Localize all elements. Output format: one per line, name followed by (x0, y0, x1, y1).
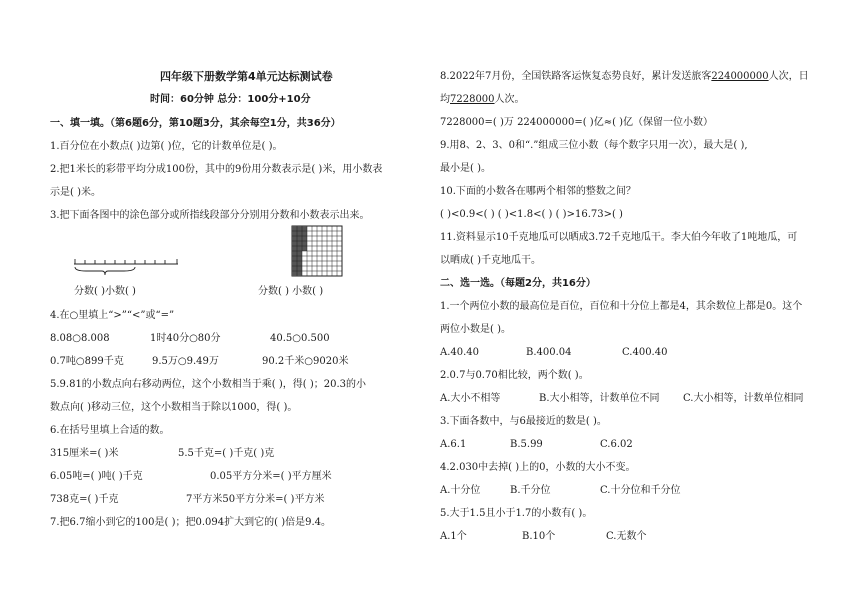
question-11-line-2: 以晒成( )千克地瓜干。 (440, 255, 541, 266)
choice-option: C.400.40 (622, 347, 668, 358)
number-line-figure (74, 258, 179, 278)
question-8-text: 人次，日 (768, 71, 809, 82)
question-6-item: 6.05吨=( )吨( )千克 (50, 471, 143, 482)
section-1-heading: 一、填一填。（第6题6分，第10题3分，其余每空1分，共36分） (50, 118, 341, 129)
question-6-item: 315厘米=( )米 (50, 448, 119, 459)
question-5-line-2: 数点向( )移动三位，这个小数相当于除以1000，得( )。 (50, 402, 298, 413)
question-3-left-answer: 分数( )小数( ) (74, 286, 136, 297)
choice-option: A.大小不相等 (440, 393, 501, 404)
choice-option: C.6.02 (600, 439, 633, 450)
choice-option: B.5.99 (510, 439, 543, 450)
page-title: 四年级下册数学第4单元达标测试卷 (160, 70, 333, 83)
choice-option: B.400.04 (526, 347, 572, 358)
choice-2: 2.0.7与0.70相比较，两个数( )。 (440, 370, 589, 381)
question-5-line-1: 5.9.81的小数点向右移动两位，这个小数相当于乘( )，得( )；20.3的小 (50, 379, 367, 390)
question-4-item: 8.08○8.008 (50, 333, 110, 344)
question-10: 10.下面的小数各在哪两个相邻的整数之间？ (440, 186, 636, 197)
choice-option: A.十分位 (440, 485, 481, 496)
choice-option: B.千分位 (510, 485, 551, 496)
question-2-line-2: 示是( )米。 (50, 187, 101, 198)
question-10-row: ( )<0.9<( ) ( )<1.8<( ) ( )>16.73>( ) (440, 209, 623, 220)
choice-5: 5.大于1.5且小于1.7的小数有( )。 (440, 508, 593, 519)
question-8-text: 8.2022年7月份，全国铁路客运恢复态势良好，累计发送旅客 (440, 71, 712, 82)
question-4-item: 90.2千米○9020米 (262, 356, 349, 367)
question-9-line-2: 最小是( )。 (440, 163, 491, 174)
question-1: 1.百分位在小数点( )边第( )位，它的计数单位是( )。 (50, 141, 283, 152)
question-6-item: 738克=( )千克 (50, 494, 119, 505)
choice-option: B.10个 (522, 531, 556, 542)
question-7: 7.把6.7缩小到它的100是( )；把0.094扩大到它的( )倍是9.4。 (50, 517, 332, 528)
hundred-grid-figure (291, 225, 343, 277)
question-11-line-1: 11.资料显示10千克地瓜可以晒成3.72千克地瓜干。李大伯今年收了1吨地瓜，可 (440, 232, 798, 243)
choice-option: A.40.40 (440, 347, 480, 358)
question-4-item: 0.7吨○899千克 (50, 356, 124, 367)
question-3: 3.把下面各图中的涂色部分或所指线段部分分别用分数和小数表示出来。 (50, 210, 370, 221)
choice-1-line-1: 1.一个两位小数的最高位是百位，百位和十分位上都是4，其余数位上都是0。这个 (440, 301, 803, 312)
choice-option: C.无数个 (606, 531, 647, 542)
choice-1-line-2: 两位小数是( )。 (440, 324, 511, 335)
question-2-line-1: 2.把1米长的彩带平均分成100份，其中的9份用分数表示是( )米，用小数表 (50, 164, 383, 175)
question-8-line-3: 7228000=( )万 224000000=( )亿≈( )亿（保留一位小数） (440, 117, 714, 128)
choice-option: B.大小相等，计数单位不同 (539, 393, 660, 404)
choice-3: 3.下面各数中，与6最接近的数是( )。 (440, 416, 607, 427)
question-6-item: 0.05平方分米=( )平方厘米 (210, 471, 332, 482)
question-8-text: 人次。 (494, 94, 525, 105)
question-4-item: 1时40分○80分 (150, 333, 221, 344)
question-6-item: 5.5千克=( )千克( )克 (178, 448, 275, 459)
question-3-right-answer: 分数( ) 小数( ) (258, 286, 324, 297)
choice-4: 4.2.030中去掉( )上的0，小数的大小不变。 (440, 462, 636, 473)
question-8-text: 均 (440, 94, 450, 105)
question-9-line-1: 9.用8、2、3、0和“.”组成三位小数（每个数字只用一次），最大是( ), (440, 140, 748, 151)
question-8-number: 7228000 (450, 94, 495, 105)
page-subtitle: 时间：60分钟 总分：100分+10分 (150, 94, 311, 105)
choice-option: A.6.1 (440, 439, 467, 450)
question-4-item: 40.5○0.500 (270, 333, 330, 344)
section-2-heading: 二、选一选。（每题2分，共16分） (440, 278, 596, 289)
question-8-line-2 (440, 93, 525, 106)
question-8-number: 224000000 (711, 71, 769, 82)
question-4: 4.在○里填上“>”“<”或“=” (50, 310, 175, 321)
choice-option: A.1个 (440, 531, 467, 542)
choice-option: C.大小相等，计数单位相同 (683, 393, 804, 404)
question-6: 6.在括号里填上合适的数。 (50, 425, 170, 436)
question-4-item: 9.5万○9.49万 (152, 356, 219, 367)
choice-option: C.十分位和千分位 (600, 485, 681, 496)
question-6-item: 7平方米50平方分米=( )平方米 (186, 494, 325, 505)
question-8-line-1 (440, 70, 809, 83)
